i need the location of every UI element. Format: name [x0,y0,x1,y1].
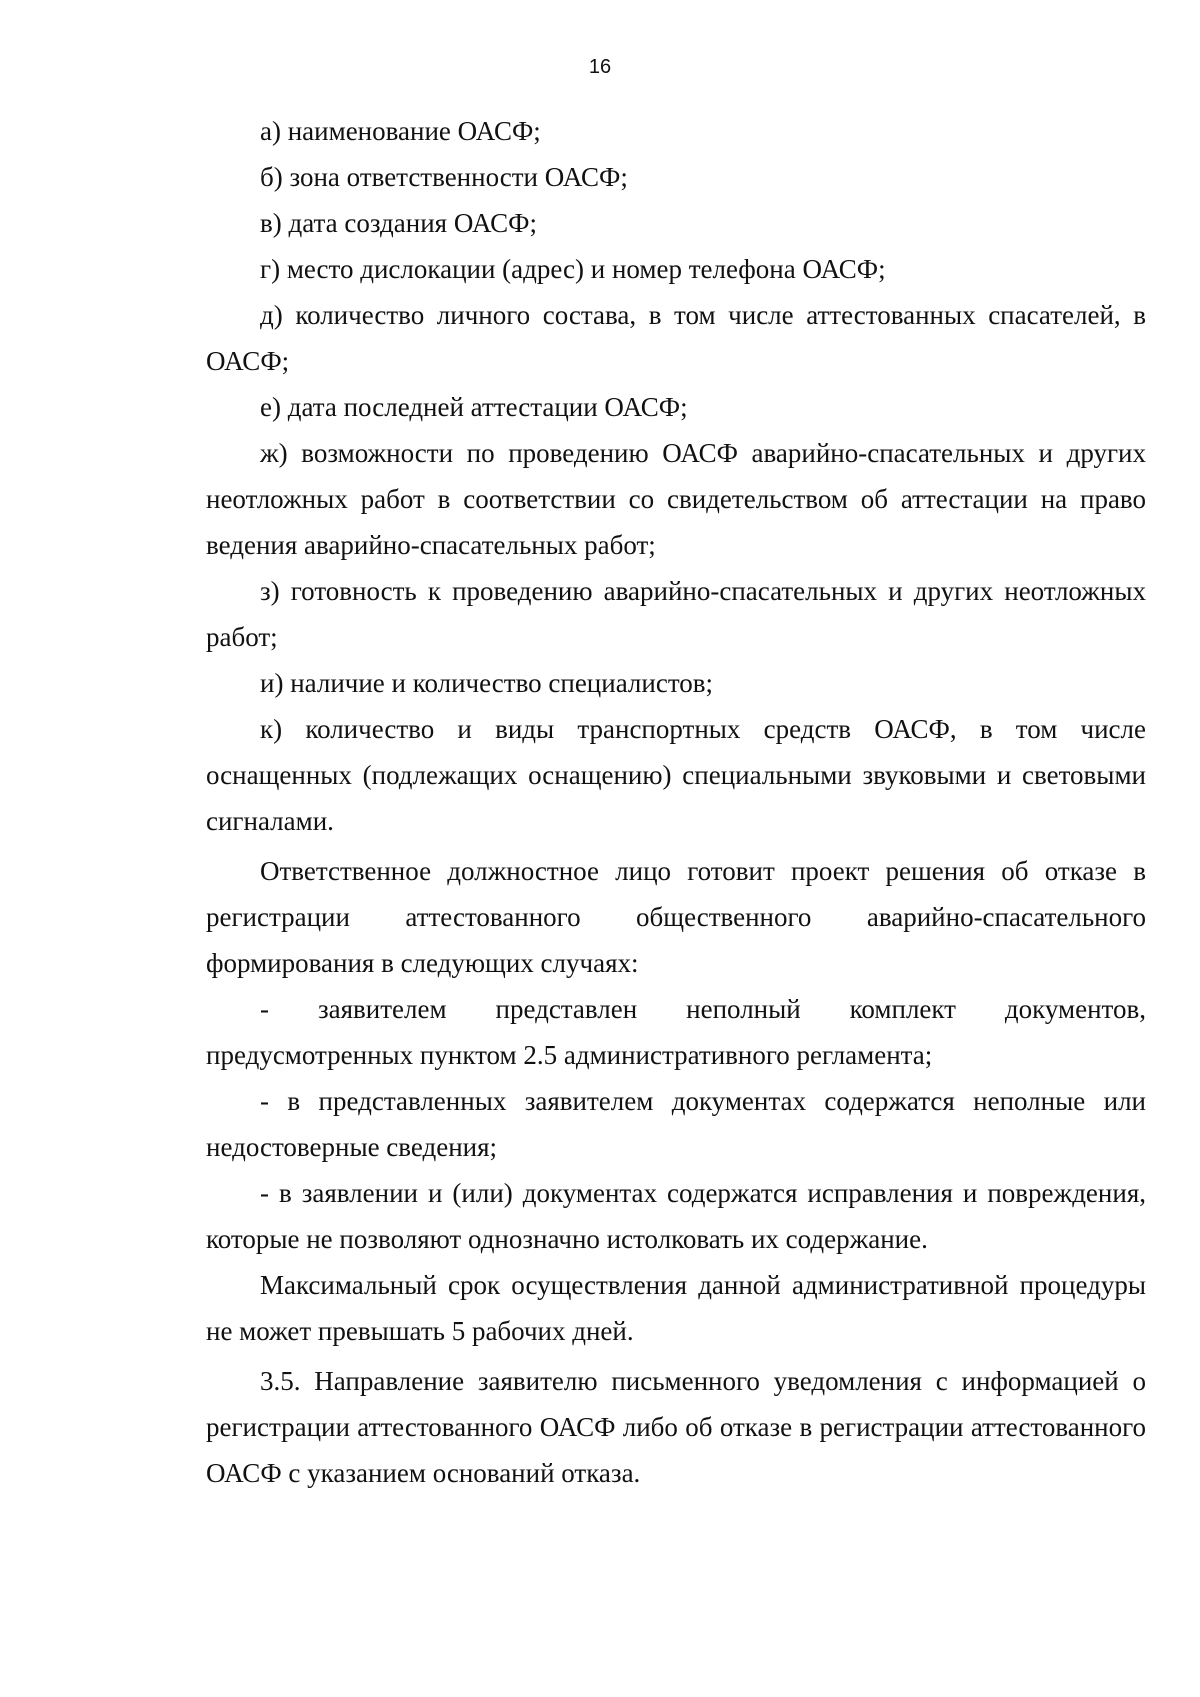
max-term-paragraph: Максимальный срок осуществления данной административной процедуры не может превышать 5 рабочих дней. [206,1270,1146,1346]
section-3-5-paragraph: 3.5. Направление заявителю письменного уведомления с информацией о регистрации аттестованного ОАСФ либо об отказе в регистрации аттестованного ОАСФ с указанием оснований отказа. [206,1366,1146,1488]
item-d: д) количество личного состава, в том числе аттестованных спасателей, в ОАСФ; [206,300,1146,376]
item-zh: ж) возможности по проведению ОАСФ аварийно-спасательных и других неотложных работ в соответствии со свидетельством об аттестации на право ведения аварийно-спасательных работ; [206,438,1146,560]
item-z: з) готовность к проведению аварийно-спасательных и других неотложных работ; [206,576,1146,652]
item-i: и) наличие и количество специалистов; [260,668,714,698]
item-a: а) наименование ОАСФ; [260,116,541,146]
item-b: б) зона ответственности ОАСФ; [260,162,628,192]
item-k: к) количество и виды транспортных средств ОАСФ, в том числе оснащенных (подлежащих оснащению) специальными звуковыми и световыми сигналами. [206,714,1146,836]
refusal-case-incomplete-information: - в представленных заявителем документах содержатся неполные или недостоверные сведения; [206,1086,1146,1162]
item-v: в) дата создания ОАСФ; [260,208,537,238]
refusal-case-corrections: - в заявлении и (или) документах содержатся исправления и повреждения, которые не позволяют однозначно истолковать их содержание. [206,1178,1146,1254]
item-e: е) дата последней аттестации ОАСФ; [260,392,688,422]
refusal-case-incomplete-documents: - заявителем представлен неполный комплект документов, предусмотренных пунктом 2.5 административного регламента; [206,994,1146,1070]
document-body [206,108,1146,1496]
item-g: г) место дислокации (адрес) и номер телефона ОАСФ; [260,254,886,284]
page-number: 16 [588,56,612,78]
refusal-intro-paragraph: Ответственное должностное лицо готовит проект решения об отказе в регистрации аттестованного общественного аварийно-спасательного формирования в следующих случаях: [206,856,1146,978]
